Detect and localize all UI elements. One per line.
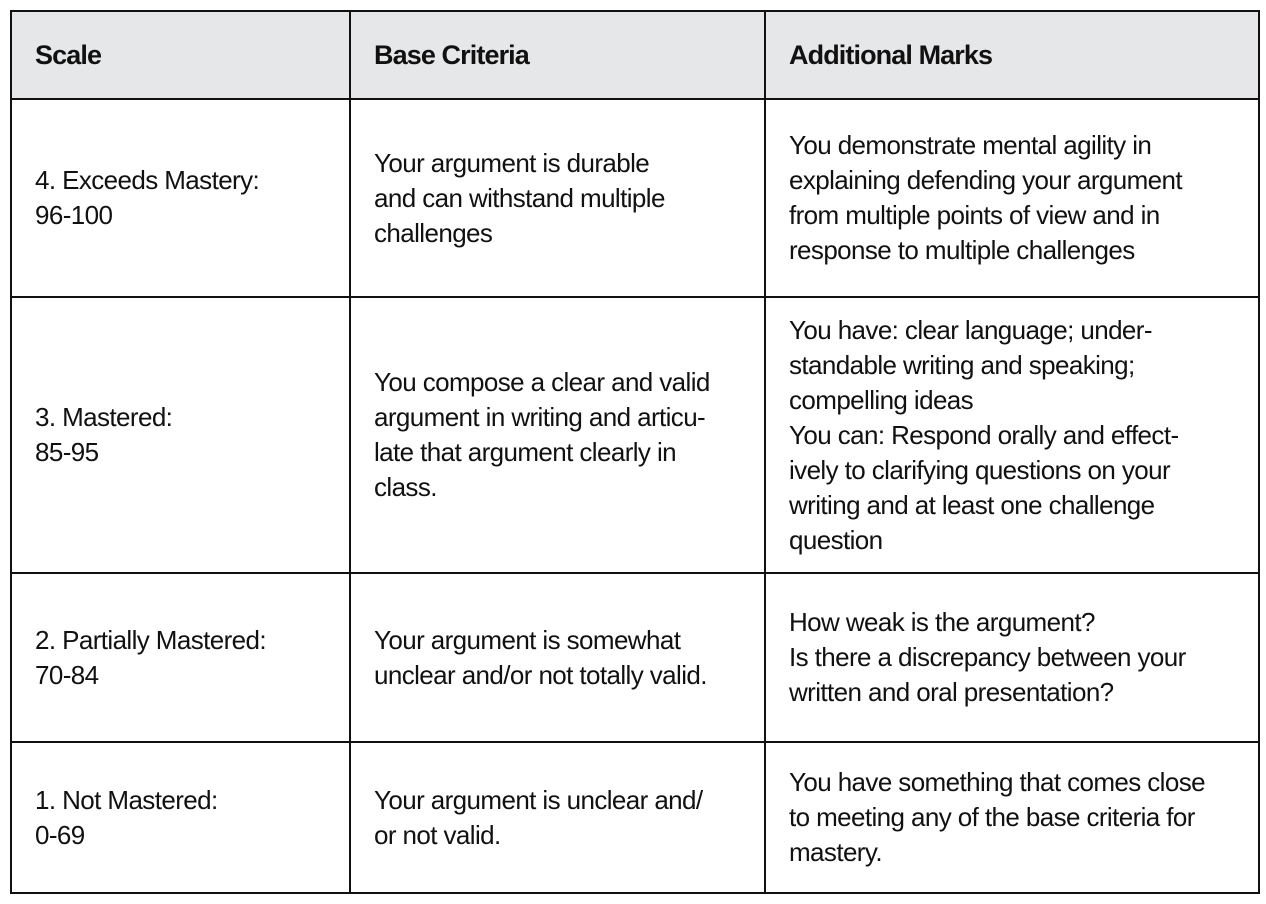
table-row-partially-mastered (11, 573, 1259, 742)
additional-marks-text: You have: clear language; under- (789, 314, 1152, 345)
scale-range: 0-69 (35, 819, 85, 850)
header-row (11, 11, 1259, 99)
base-criteria-text: unclear and/or not totally valid. (374, 659, 707, 690)
table-row-exceeds-mastery (11, 99, 1259, 297)
additional-marks-cell (765, 573, 1259, 742)
base-criteria-text: Your argument is unclear and/ (374, 784, 703, 815)
additional-marks-text: You demonstrate mental agility in (789, 130, 1152, 160)
rubric-table (10, 10, 1260, 894)
additional-marks-text: explaining defending your argument (789, 165, 1182, 195)
additional-marks-cell (765, 99, 1259, 297)
base-criteria-text: Your argument is durable (374, 147, 650, 178)
base-criteria-text: challenges (374, 217, 493, 248)
additional-marks-text: question (789, 524, 883, 555)
base-criteria-cell (350, 297, 765, 573)
scale-cell (11, 573, 350, 742)
scale-cell (11, 742, 350, 893)
additional-marks-text: response to multiple challenges (789, 235, 1135, 265)
base-criteria-text: Your argument is somewhat (374, 624, 681, 655)
additional-marks-text: Is there a discrepancy between your (789, 642, 1186, 672)
additional-marks-text: You have something that comes close (789, 767, 1205, 797)
additional-marks-cell (765, 742, 1259, 893)
additional-marks-text: from multiple points of view and in (789, 200, 1160, 230)
additional-marks-text: You can: Respond orally and effect- (789, 419, 1179, 450)
scale-range: 96-100 (35, 200, 113, 230)
additional-marks-text: How weak is the argument? (789, 607, 1095, 637)
scale-range: 70-84 (35, 659, 99, 690)
scale-cell (11, 297, 350, 573)
additional-marks-text: writing and at least one challenge (789, 489, 1155, 520)
base-criteria-text: late that argument clearly in (374, 437, 676, 467)
additional-marks-text: written and oral presentation? (789, 677, 1114, 707)
scale-range: 85-95 (35, 437, 99, 467)
scale-label: 3. Mastered: (35, 402, 173, 432)
table-row-not-mastered (11, 742, 1259, 893)
scale-label: 2. Partially Mastered: (35, 624, 267, 655)
base-criteria-text: or not valid. (374, 819, 501, 850)
table-row-mastered (11, 297, 1259, 573)
additional-marks-cell (765, 297, 1259, 573)
base-criteria-text: and can withstand multiple (374, 182, 665, 213)
header-additional-marks: Additional Marks (765, 11, 1259, 99)
additional-marks-text: to meeting any of the base criteria for (789, 802, 1195, 832)
base-criteria-cell (350, 742, 765, 893)
base-criteria-cell (350, 99, 765, 297)
additional-marks-text: compelling ideas (789, 384, 974, 415)
header-scale: Scale (11, 11, 350, 99)
base-criteria-text: class. (374, 472, 437, 502)
base-criteria-text: argument in writing and articu- (374, 402, 706, 432)
additional-marks-text: ively to clarifying questions on your (789, 454, 1171, 485)
scale-label: 1. Not Mastered: (35, 784, 218, 815)
header-base-criteria: Base Criteria (350, 11, 765, 99)
base-criteria-cell (350, 573, 765, 742)
base-criteria-text: You compose a clear and valid (374, 367, 710, 397)
scale-label: 4. Exceeds Mastery: (35, 165, 260, 195)
scale-cell (11, 99, 350, 297)
additional-marks-text: mastery. (789, 837, 882, 867)
additional-marks-text: standable writing and speaking; (789, 349, 1135, 380)
